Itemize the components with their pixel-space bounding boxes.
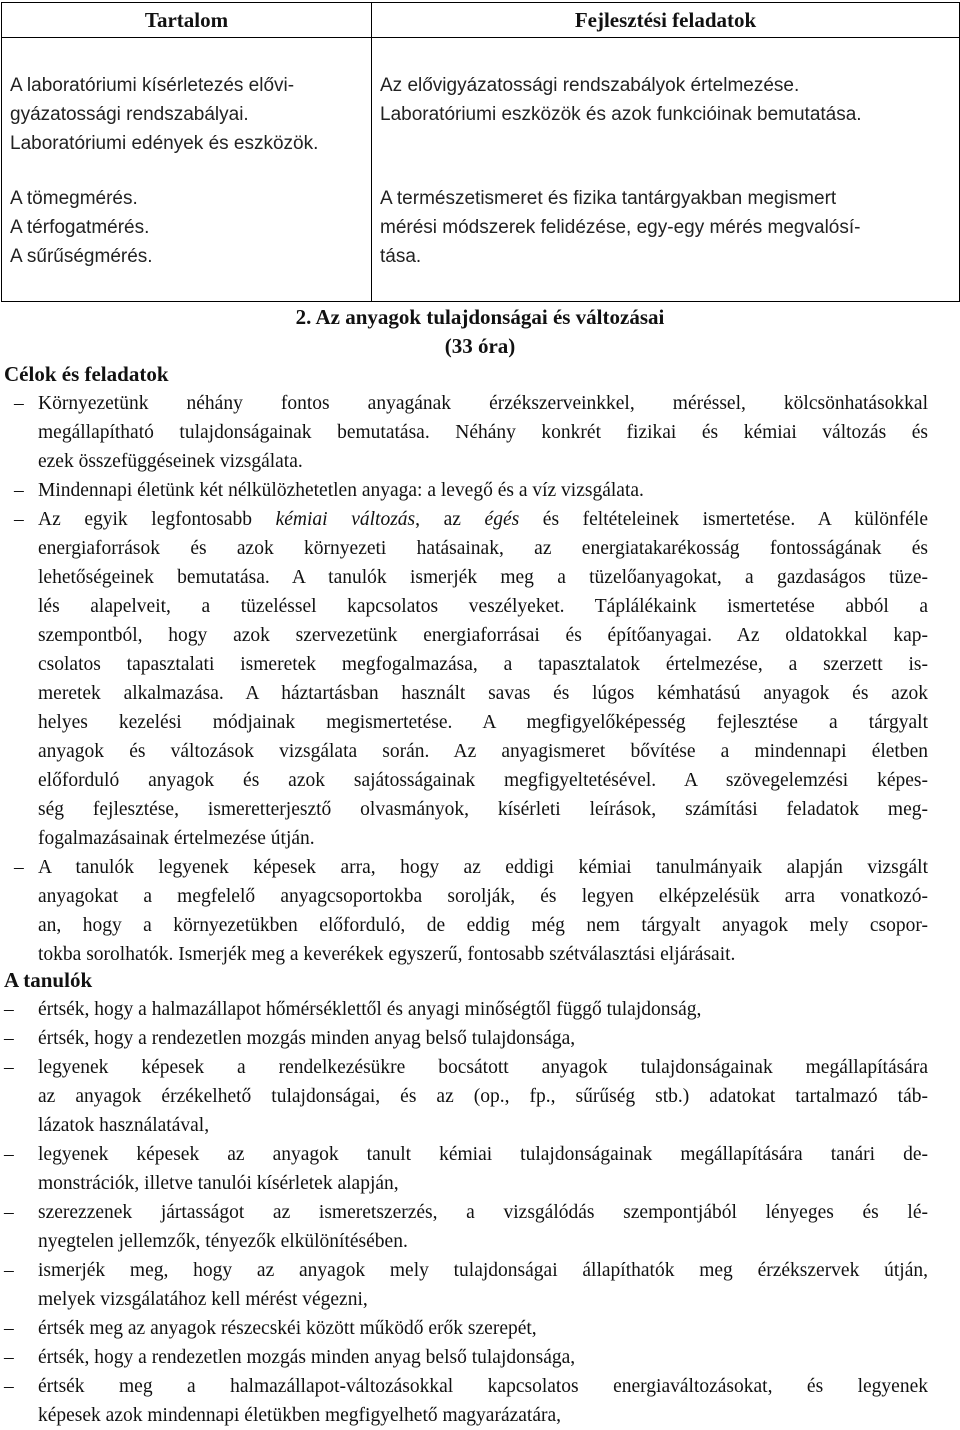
text-line: Környezetünk néhány fontos anyagának érzékszerveinkkel, méréssel, kölcsönhatásokkal bbox=[38, 393, 928, 414]
task-line: A természetismeret és fizika tantárgyakban megismert bbox=[380, 188, 837, 209]
task-line: Laboratóriumi eszközök és azok funkcióinak bemutatása. bbox=[380, 104, 862, 125]
text-line: az anyagok érzékelhető tulajdonságai, és az (op., fp., sűrűség stb.) adatokat tartalmazó táb- bbox=[38, 1086, 928, 1107]
task-line: mérési módszerek felidézése, egy-egy mérés megvalósí- bbox=[380, 217, 861, 238]
list-item bbox=[0, 853, 960, 969]
dash-bullet: – bbox=[14, 393, 24, 414]
dash-bullet: – bbox=[4, 1347, 14, 1368]
content-line: A tömegmérés. bbox=[10, 188, 138, 209]
text-line: fogalmazásainak értelmezése útján. bbox=[38, 828, 315, 849]
task-line: Az elővigyázatossági rendszabályok értelmezése. bbox=[380, 75, 800, 96]
learners-list bbox=[0, 995, 960, 1430]
text-line: helyes kezelési módjainak megismertetése. A megfigyelőképesség fejlesztése a tárgyalt bbox=[38, 712, 928, 733]
section-hours: (33 óra) bbox=[444, 334, 516, 358]
dash-bullet: – bbox=[14, 480, 24, 501]
list-item bbox=[0, 1198, 960, 1256]
goals-heading: Célok és feladatok bbox=[4, 362, 169, 386]
table-row bbox=[2, 38, 960, 302]
dash-bullet: – bbox=[4, 1144, 14, 1165]
list-item bbox=[0, 1343, 960, 1372]
text-line: legyenek képesek az anyagok tanult kémiai tulajdonságainak megállapítására tanári de- bbox=[38, 1144, 928, 1165]
dash-bullet: – bbox=[4, 1202, 14, 1223]
text-line: értsék meg a halmazállapot-változásokkal kapcsolatos energiaváltozásokat, és legyenek bbox=[38, 1376, 928, 1397]
list-item bbox=[0, 1140, 960, 1198]
dash-bullet: – bbox=[4, 1318, 14, 1339]
text-line: monstrációk, illetve tanulói kísérletek alapján, bbox=[38, 1173, 399, 1194]
text-line: legyenek képesek a rendelkezésükre bocsátott anyagok tulajdonságainak megállapítására bbox=[38, 1057, 928, 1078]
list-item bbox=[0, 1053, 960, 1140]
content-line: A laboratóriumi kísérletezés elővi- bbox=[10, 75, 295, 96]
list-item bbox=[0, 389, 960, 476]
dash-bullet: – bbox=[14, 857, 24, 878]
table-header-row bbox=[2, 3, 960, 38]
content-line: A térfogatmérés. bbox=[10, 217, 150, 238]
dash-bullet: – bbox=[14, 509, 24, 530]
text-line: szempontból, hogy azok szervezetünk energiaforrásai és építőanyagai. Az oldatokkal kap- bbox=[38, 625, 928, 646]
list-item bbox=[0, 1372, 960, 1430]
content-line: Laboratóriumi edények és eszközök. bbox=[10, 133, 319, 154]
text-line: Mindennapi életünk két nélkülözhetetlen anyaga: a levegő és a víz vizsgálata. bbox=[38, 480, 644, 501]
learners-heading: A tanulók bbox=[4, 968, 93, 992]
list-item bbox=[0, 505, 960, 853]
list-item bbox=[0, 1256, 960, 1314]
text-line: értsék, hogy a rendezetlen mozgás minden anyag belső tulajdonsága, bbox=[38, 1347, 576, 1368]
text-line: lés alapelveit, a tüzeléssel kapcsolatos veszélyeket. Táplálékaink ismertetése abból a bbox=[38, 596, 928, 617]
emphasis: kémiai változás bbox=[275, 509, 416, 530]
text-line: meretek alkalmazása. A háztartásban használt savas és lúgos kémhatású anyagok és azok bbox=[38, 683, 928, 704]
dash-bullet: – bbox=[4, 1376, 14, 1397]
text-line: megállapítható tulajdonságainak bemutatása. Néhány konkrét fizikai és kémiai változás és bbox=[38, 422, 928, 443]
text-line: szerezzenek jártasságot az ismeretszerzés, a vizsgálódás szempontjából lényeges és lé- bbox=[38, 1202, 928, 1223]
text-line: ség fejlesztése, ismeretterjesztő olvasmányok, kísérleti leírások, számítási feladatok meg- bbox=[38, 799, 928, 820]
table-header-tasks: Fejlesztési feladatok bbox=[372, 3, 960, 38]
dash-bullet: – bbox=[4, 999, 14, 1020]
list-item bbox=[0, 1314, 960, 1343]
text-line: anyagokat a megfelelő anyagcsoportokba sorolják, és legyen elképzelésük arra vonatkozó- bbox=[38, 886, 928, 907]
text-line: csolatos tapasztalati ismeretek megfogalmazása, a tapasztalatok értelmezése, a szerzett is- bbox=[38, 654, 928, 675]
text-line: lázatok használatával, bbox=[38, 1115, 210, 1136]
text-line: előforduló anyagok és azok sajátosságainak megfigyeltetésével. A szövegelemzési képes- bbox=[38, 770, 928, 791]
dash-bullet: – bbox=[4, 1057, 14, 1078]
text-line: A tanulók legyenek képesek arra, hogy az eddigi kémiai tanulmányaik alapján vizsgált bbox=[38, 857, 928, 878]
text-line: értsék meg az anyagok részecskéi között működő erők szerepét, bbox=[38, 1318, 537, 1339]
content-cell bbox=[2, 38, 372, 302]
text-line: ismerjék meg, hogy az anyagok mely tulajdonságai állapíthatók meg érzékszervek útján, bbox=[38, 1260, 928, 1281]
content-line: gyázatossági rendszabályai. bbox=[10, 104, 249, 125]
text-line: nyegtelen jellemzők, tényezők elkülönítésében. bbox=[38, 1231, 408, 1252]
list-item bbox=[0, 995, 960, 1024]
text-line: tokba sorolhatók. Ismerjék meg a keverékek egyszerű, fontosabb szétválasztási eljárásait. bbox=[38, 944, 736, 965]
dash-bullet: – bbox=[4, 1028, 14, 1049]
dash-bullet: – bbox=[4, 1260, 14, 1281]
section-title: 2. Az anyagok tulajdonságai és változásai bbox=[295, 305, 665, 329]
text-line: Az egyik legfontosabb kémiai változás, az égés és feltételeinek ismertetése. A különféle bbox=[38, 509, 929, 530]
list-item bbox=[0, 476, 960, 505]
content-table bbox=[1, 2, 960, 302]
text-line: értsék, hogy a halmazállapot hőmérséklettől és anyagi minőségtől függő tulajdonság, bbox=[38, 999, 702, 1020]
text-line: lehetőségeinek bemutatása. A tanulók ismerjék meg a tüzelőanyagokat, a gazdaságos tüze- bbox=[38, 567, 928, 588]
table-header-content: Tartalom bbox=[2, 3, 372, 38]
text-line: an, hogy a környezetükben előforduló, de eddig még nem tárgyalt anyagok mely csopor- bbox=[38, 915, 928, 936]
task-line: tása. bbox=[380, 246, 422, 267]
text-line: anyagok és változások vizsgálata során. Az anyagismeret bővítése a mindennapi életben bbox=[38, 741, 928, 762]
text-line: ezek összefüggéseinek vizsgálata. bbox=[38, 451, 303, 472]
goals-list bbox=[0, 389, 960, 969]
content-line: A sűrűségmérés. bbox=[10, 246, 153, 267]
text-line: energiaforrások és azok környezeti hatásainak, az energiatakarékosság fontosságának és bbox=[38, 538, 928, 559]
list-item bbox=[0, 1024, 960, 1053]
text-line: képesek azok mindennapi életükben megfigyelhető magyarázatára, bbox=[38, 1405, 562, 1426]
text-line: melyek vizsgálatához kell mérést végezni, bbox=[38, 1289, 368, 1310]
emphasis: égés bbox=[484, 509, 520, 530]
tasks-cell bbox=[372, 38, 960, 302]
text-line: értsék, hogy a rendezetlen mozgás minden anyag belső tulajdonsága, bbox=[38, 1028, 576, 1049]
